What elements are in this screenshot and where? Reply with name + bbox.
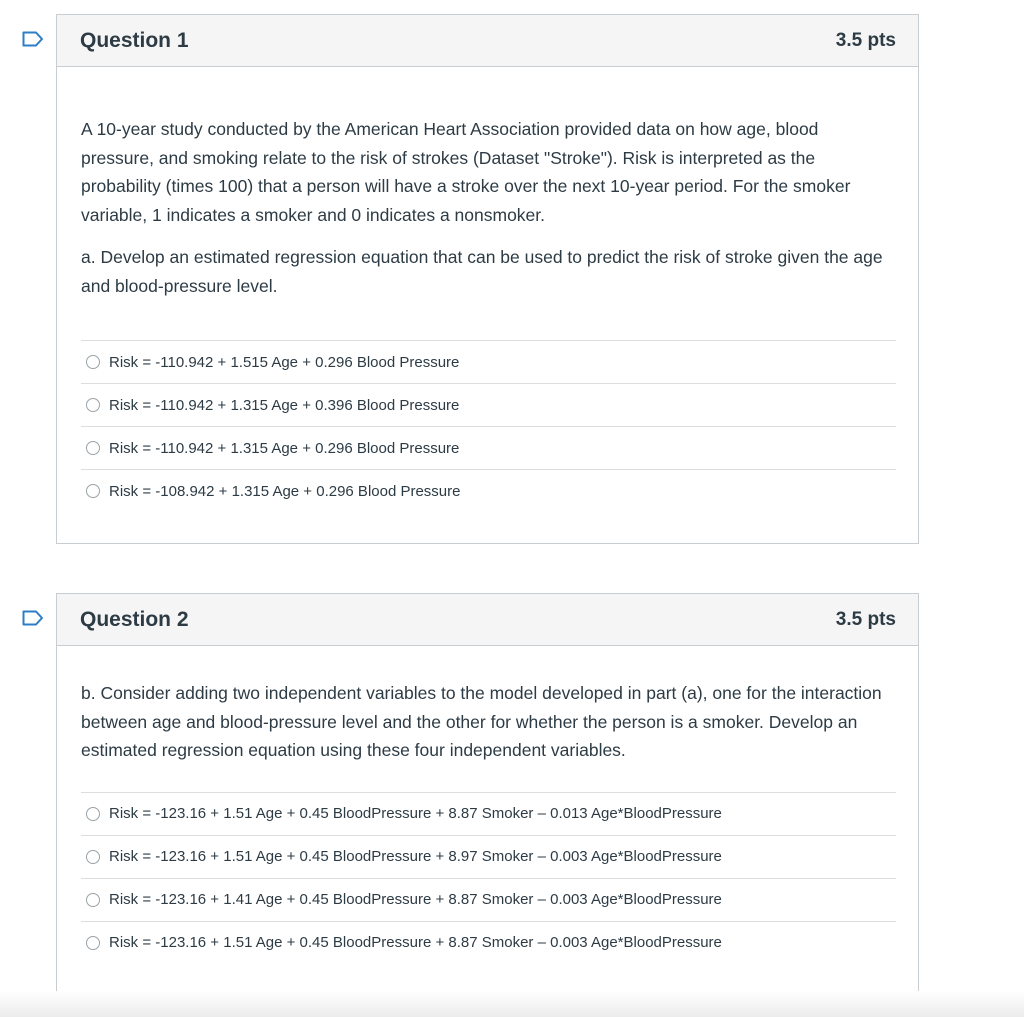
answer-option[interactable] [81, 792, 896, 835]
answer-option[interactable] [81, 469, 896, 512]
question-2-header [57, 594, 918, 646]
question-text: b. Consider adding two independent variables to the model developed in part (a), one for the interaction between age and blood-pressure level and the other for whether the person is a smoker. Develop an estimated regression equation using these four independent variables. [81, 683, 882, 760]
question-text: a. Develop an estimated regression equation that can be used to predict the risk of stroke given the age and blood-pressure level. [81, 247, 883, 296]
radio-unselected-icon[interactable] [86, 355, 100, 369]
radio-unselected-icon[interactable] [86, 398, 100, 412]
answer-option[interactable] [81, 383, 896, 426]
question-1-header [57, 15, 918, 67]
question-text: A 10-year study conducted by the American Heart Association provided data on how age, blood pressure, and smoking relate to the risk of strokes (Dataset "Stroke"). Risk is interpreted as the probability (times 100) that a person will have a stroke over the next 10-year period. For the smoker variable, 1 indicates a smoker and 0 indicates a nonsmoker. [81, 119, 851, 225]
flag-question-1-icon[interactable] [22, 31, 44, 47]
question-1-card [56, 14, 919, 544]
question-title: Question 2 [80, 607, 189, 631]
answer-label[interactable]: Risk = -123.16 + 1.51 Age + 0.45 BloodPressure + 8.87 Smoker – 0.003 Age*BloodPressure [109, 934, 722, 951]
answer-option[interactable] [81, 878, 896, 921]
question-2-card [56, 593, 919, 996]
radio-unselected-icon[interactable] [86, 484, 100, 498]
question-2-body [57, 646, 918, 964]
answer-label[interactable]: Risk = -108.942 + 1.315 Age + 0.296 Blood Pressure [109, 482, 461, 500]
answer-label[interactable]: Risk = -123.16 + 1.51 Age + 0.45 BloodPressure + 8.97 Smoker – 0.003 Age*BloodPressure [109, 848, 722, 865]
answer-label[interactable]: Risk = -123.16 + 1.41 Age + 0.45 BloodPressure + 8.87 Smoker – 0.003 Age*BloodPressure [109, 891, 722, 908]
answer-option[interactable] [81, 835, 896, 878]
radio-unselected-icon[interactable] [86, 807, 100, 821]
radio-unselected-icon[interactable] [86, 936, 100, 950]
radio-unselected-icon[interactable] [86, 893, 100, 907]
radio-unselected-icon[interactable] [86, 850, 100, 864]
answer-label[interactable]: Risk = -110.942 + 1.315 Age + 0.296 Blood Pressure [109, 439, 460, 457]
answer-option[interactable] [81, 340, 896, 383]
question-1-body [57, 67, 918, 512]
answer-option[interactable] [81, 426, 896, 469]
answer-list [81, 340, 896, 512]
page-bottom-shadow [0, 991, 1024, 1017]
flag-question-2-icon[interactable] [22, 610, 44, 626]
answer-label[interactable]: Risk = -110.942 + 1.315 Age + 0.396 Blood Pressure [109, 396, 460, 414]
question-points: 3.5 pts [835, 29, 896, 51]
answer-label[interactable]: Risk = -110.942 + 1.515 Age + 0.296 Blood Pressure [109, 353, 460, 371]
question-points: 3.5 pts [835, 608, 896, 630]
answer-label[interactable]: Risk = -123.16 + 1.51 Age + 0.45 BloodPressure + 8.87 Smoker – 0.013 Age*BloodPressure [109, 805, 722, 822]
radio-unselected-icon[interactable] [86, 441, 100, 455]
question-title: Question 1 [80, 28, 189, 52]
answer-option[interactable] [81, 921, 896, 964]
answer-list [81, 792, 896, 964]
